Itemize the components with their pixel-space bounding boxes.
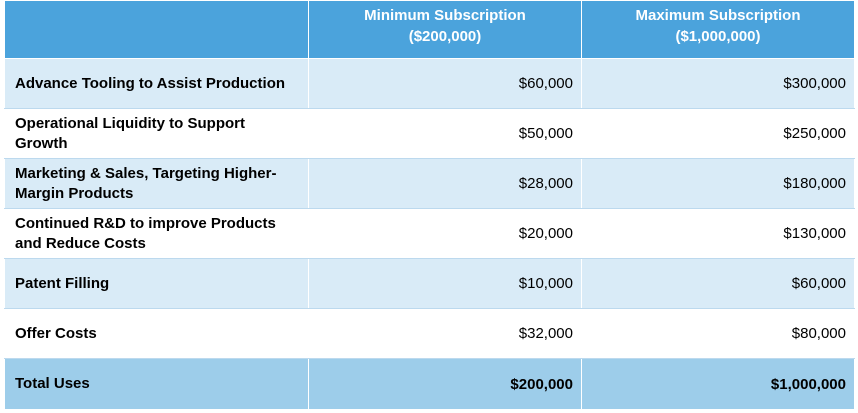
row-max-amount: $180,000 xyxy=(582,159,855,209)
header-min-amount: ($200,000) xyxy=(408,28,482,45)
table-row xyxy=(5,309,855,359)
row-max-amount: $60,000 xyxy=(582,259,855,309)
total-max-amount: $1,000,000 xyxy=(582,359,855,410)
row-max-amount: $300,000 xyxy=(582,59,855,109)
table-row xyxy=(5,209,855,259)
row-max-amount: $80,000 xyxy=(582,309,855,359)
row-max-amount: $130,000 xyxy=(582,209,855,259)
table-header-row xyxy=(5,1,855,59)
table-row xyxy=(5,159,855,209)
row-min-amount: $20,000 xyxy=(309,209,582,259)
header-max-amount: ($1,000,000) xyxy=(675,28,761,45)
row-min-amount: $10,000 xyxy=(309,259,582,309)
table-row xyxy=(5,109,855,159)
row-min-amount: $60,000 xyxy=(309,59,582,109)
row-label: Continued R&D to improve Products and Reduce Costs xyxy=(5,209,309,259)
header-minimum-subscription xyxy=(309,1,582,59)
header-label-column xyxy=(5,1,309,59)
row-min-amount: $28,000 xyxy=(309,159,582,209)
row-label: Advance Tooling to Assist Production xyxy=(5,59,309,109)
row-label: Patent Filling xyxy=(5,259,309,309)
table-row xyxy=(5,59,855,109)
total-row xyxy=(5,359,855,410)
total-label: Total Uses xyxy=(5,359,309,410)
header-max-title: Maximum Subscription xyxy=(635,7,801,24)
use-of-funds-table xyxy=(4,0,855,410)
header-maximum-subscription xyxy=(582,1,855,59)
row-label: Offer Costs xyxy=(5,309,309,359)
row-label: Marketing & Sales, Targeting Higher-Margin Products xyxy=(5,159,309,209)
total-min-amount: $200,000 xyxy=(309,359,582,410)
row-label: Operational Liquidity to Support Growth xyxy=(5,109,309,159)
row-max-amount: $250,000 xyxy=(582,109,855,159)
header-min-title: Minimum Subscription xyxy=(364,7,526,24)
row-min-amount: $50,000 xyxy=(309,109,582,159)
row-min-amount: $32,000 xyxy=(309,309,582,359)
table-row xyxy=(5,259,855,309)
